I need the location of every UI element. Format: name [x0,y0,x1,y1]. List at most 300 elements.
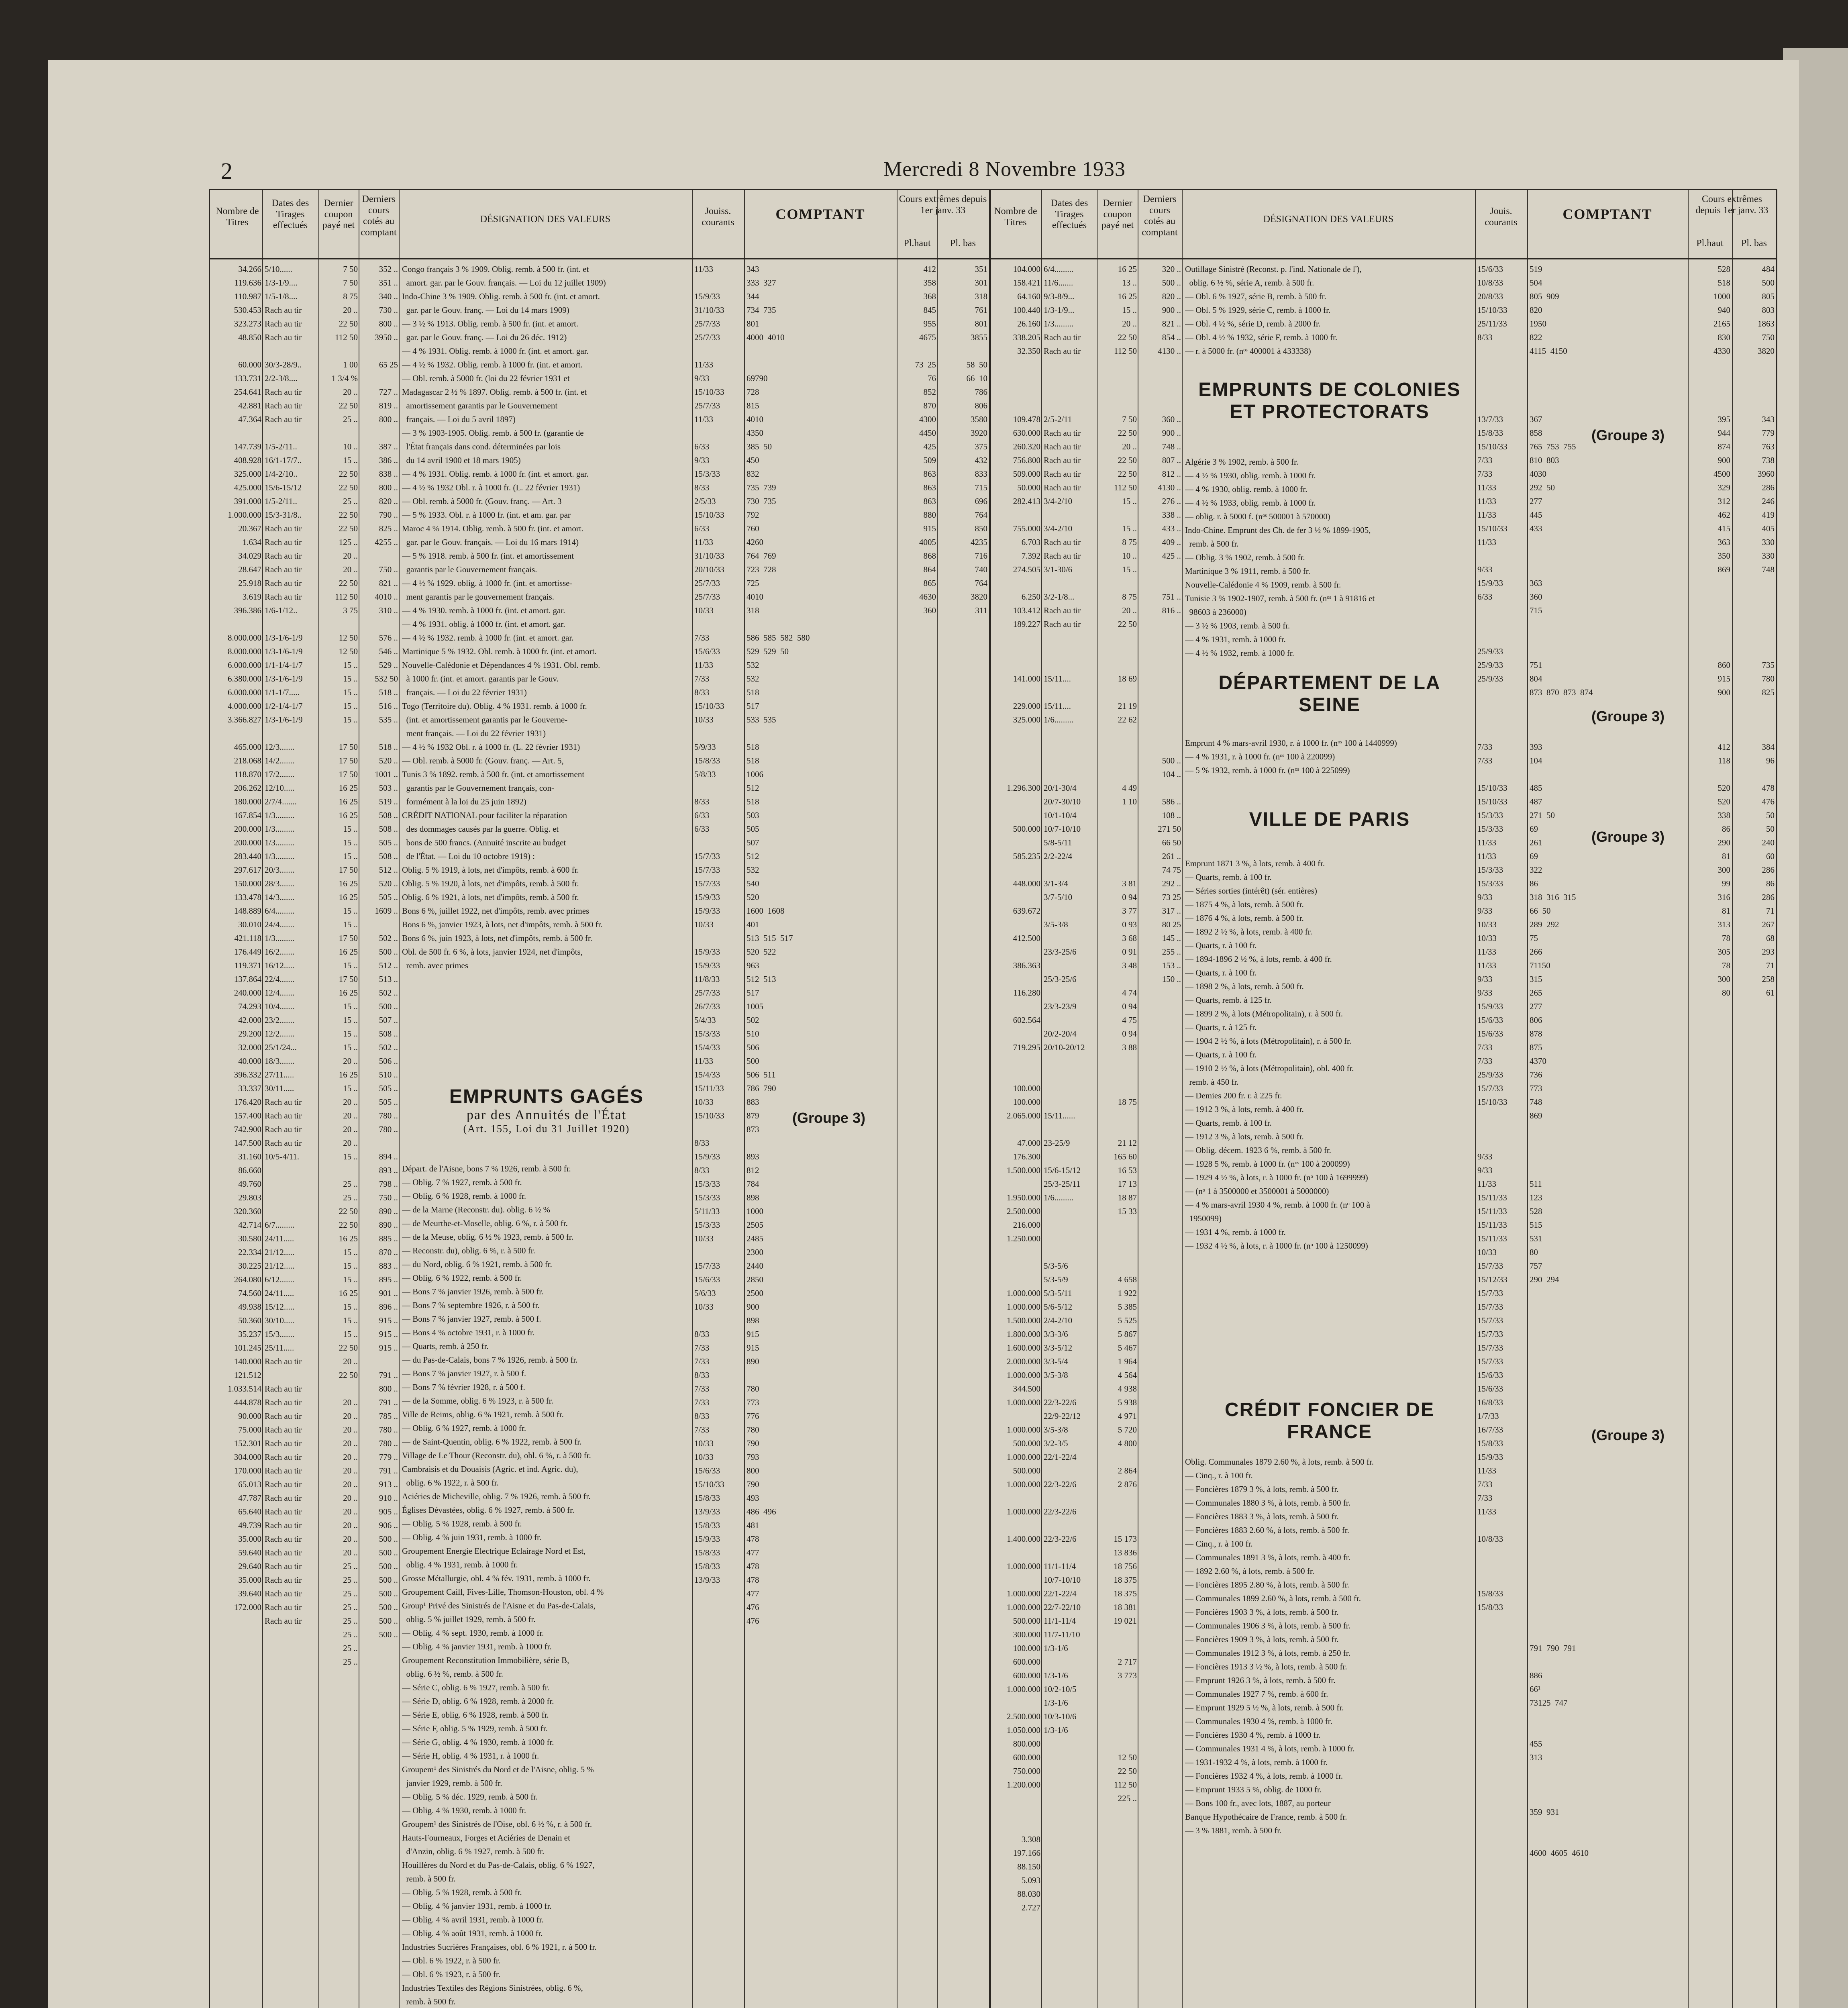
table-cell: — Foncières 1932 4 %, à lots, remb. à 1000 fr. [1185,1771,1343,1781]
table-cell: 1/2-1/4-1/7 [265,701,303,711]
right-foncier-designations [1185,1455,1474,1837]
table-cell: 343 [747,264,759,274]
col-dates-left: Dates des Tirages effectués [271,198,309,231]
table-cell: 317 .. [1162,906,1181,916]
table-cell [1139,699,1181,713]
table-cell [1734,1341,1775,1355]
table-cell [1530,726,1687,740]
table-cell: 513 .. [379,974,398,984]
table-cell: 502 [747,1015,759,1025]
table-cell: 65.013 [238,1479,261,1489]
table-cell [938,1341,987,1355]
table-cell: 4130 .. [1158,483,1181,492]
groupe-3-paris: (Groupe 3) [1591,829,1665,845]
table-cell: 9/33 [1477,988,1493,998]
table-cell: 60.000 [238,360,261,369]
table-cell: 879 [747,1111,759,1120]
table-cell: 276 .. [1162,496,1181,506]
table-cell: 6/33 [694,810,710,820]
table-cell [991,890,1040,904]
table-cell [1734,1327,1775,1341]
table-cell: 1.000.000 [1007,1507,1040,1516]
table-cell [1734,1259,1775,1273]
table-cell: 481 [747,1520,759,1530]
table-cell [938,1518,987,1532]
table-cell: 15/9/33 [1477,1452,1503,1462]
table-cell: 30.225 [238,1261,261,1271]
table-cell: 15/9/33 [694,292,720,301]
table-cell [991,795,1040,808]
table-cell: à 1000 fr. (int. et amort. garantis par le Gouv. [402,674,559,684]
table-cell: 15/10/33 [694,387,724,397]
table-cell [1139,1887,1181,1901]
table-cell: 340 .. [379,292,398,301]
table-cell [1689,1819,1730,1833]
table-cell [898,1368,936,1382]
table-cell: 3/3-3/6 [1044,1329,1068,1339]
table-cell: 520 522 [747,947,776,957]
table-cell: 1.000.000 [1007,1398,1040,1407]
table-cell: — Oblig. 5 % 1928, remb. à 500 fr. [402,1519,522,1528]
table-cell [1139,1286,1181,1300]
table-cell: 639.672 [1013,906,1040,916]
table-cell [898,1273,936,1286]
table-cell: 10/33 [694,920,714,929]
table-cell: 1/3-1/6-1/9 [265,647,303,656]
table-cell: — 4 ½ % 1932 Obl. r. à 1000 fr. (L. 22 février 1931) [402,483,580,492]
table-cell: 773 [747,1398,759,1407]
table-cell: 99 [1722,879,1730,888]
table-cell [1139,1614,1181,1628]
table-cell: 145 .. [1162,933,1181,943]
table-cell [1099,849,1137,863]
table-cell: 1/3-1/6-1/9 [265,715,303,724]
table-cell [1689,1191,1730,1204]
table-cell [1689,1573,1730,1587]
table-cell [1044,508,1097,522]
table-cell: 723 728 [747,565,776,574]
col-coupon-right: Dernier coupon payé net [1101,198,1134,231]
table-cell [361,617,398,631]
table-cell [1477,1109,1526,1122]
table-cell: 520 .. [379,756,398,765]
table-cell [991,576,1040,590]
table-cell: 23-25/9 [1044,1138,1070,1148]
table-cell: 445 [1530,510,1542,520]
table-cell [1477,385,1526,399]
table-cell: 15 173 [1114,1534,1137,1544]
table-cell: 16 53 [1118,1165,1137,1175]
table-cell: 462 [1717,510,1730,520]
left-jouiss-column [694,262,743,1587]
table-cell: Outillage Sinistré (Reconst. p. l'ind. Nationale de l'), [1185,264,1362,274]
table-cell: 20 .. [343,1548,358,1557]
table-cell: 15/11.... [1044,701,1071,711]
table-cell: 1/6-1/12.. [265,606,298,615]
table-cell [1530,1396,1687,1409]
table-cell: 197.166 [1013,1848,1040,1858]
table-cell: — Foncières 1930 4 %, remb. à 1000 fr. [1185,1730,1321,1740]
table-cell: 22/3-22/6 [1044,1534,1077,1544]
table-cell [1139,1082,1181,1095]
table-cell: 780 [1762,674,1775,684]
table-cell: 1609 .. [375,906,398,916]
table-cell: 894 .. [379,1152,398,1161]
table-cell: 20 .. [343,1097,358,1107]
table-cell [898,1286,936,1300]
table-cell: 15/10/33 [1477,524,1507,533]
table-cell [1139,385,1181,399]
table-cell: 8/33 [1477,333,1493,342]
table-cell [1734,1491,1775,1505]
table-cell: 7.392 [1021,551,1040,561]
table-cell: 913 .. [379,1479,398,1489]
table-cell [1044,986,1097,1000]
table-cell: Rach au tir [265,1097,302,1107]
table-cell: 940 [1717,305,1730,315]
table-cell: 8.000.000 [228,633,261,643]
table-cell: 88.150 [1017,1862,1040,1871]
table-cell [1734,1723,1775,1737]
table-cell [1477,1518,1526,1532]
table-cell [898,1082,936,1095]
table-cell: 116.280 [1013,988,1040,998]
table-cell: — Bons 100 fr., avec lots, 1887, au porteur [1185,1798,1331,1808]
table-cell: 0 93 [1122,920,1137,929]
table-cell: 71 [1766,906,1775,916]
table-cell [898,1477,936,1491]
table-cell: Départ. de l'Aisne, bons 7 % 1926, remb. à 500 fr. [402,1164,571,1173]
table-cell: — (nᵒ 1 à 3500000 et 3500001 à 5000000) [1185,1186,1329,1196]
table-cell [1530,1723,1687,1737]
table-cell: 86 [1766,879,1775,888]
table-cell: 271 50 [1530,810,1555,820]
table-cell: 50 [1766,824,1775,834]
table-cell [991,371,1040,385]
table-cell: — Série D, oblig. 6 % 1928, remb. à 2000 fr. [402,1696,554,1706]
table-cell [938,1136,987,1150]
table-cell: — 1899 2 %, à lots (Métropolitain), r. à 500 fr. [1185,1009,1343,1018]
table-cell: 21 19 [1118,701,1137,711]
table-cell: 112 50 [1114,1780,1137,1790]
table-cell: 500 .. [379,1616,398,1626]
table-cell: 507 .. [379,1015,398,1025]
table-cell [1530,1833,1687,1846]
table-cell [991,1068,1040,1082]
table-cell [1734,1573,1775,1587]
table-cell: 277 [1530,1002,1542,1011]
table-cell [1734,358,1775,371]
table-cell [938,1259,987,1273]
table-cell: 715 [1530,606,1542,615]
table-cell: 112 50 [1114,483,1137,492]
table-cell [1689,1177,1730,1191]
table-cell: 3 48 [1122,961,1137,970]
table-cell: 26.160 [1017,319,1040,329]
table-cell [1099,1723,1137,1737]
table-cell: 3580 [971,414,987,424]
table-cell: 12 50 [339,647,358,656]
table-cell: 4630 [919,592,936,602]
table-cell: 764 [975,510,987,520]
table-cell [1530,645,1687,658]
table-cell [991,1245,1040,1259]
table-cell: 286 [1762,892,1775,902]
table-cell [1689,371,1730,385]
table-cell: 150 .. [1162,974,1181,984]
table-cell: ment français. — Loi du 22 février 1931) [402,729,546,738]
table-cell: 71150 [1530,961,1550,970]
table-cell: 9/33 [694,455,710,465]
table-cell: 15/10/33 [1477,305,1507,315]
table-cell: 360 .. [1162,414,1181,424]
table-cell: 283.440 [234,851,261,861]
table-cell: 292 .. [1162,879,1181,888]
table-cell: 18 375 [1114,1575,1137,1585]
table-cell [1139,1000,1181,1013]
table-cell: 1950099) [1185,1214,1222,1223]
table-cell: 425.000 [234,483,261,492]
table-cell [898,972,936,986]
table-cell: 508 .. [379,1029,398,1039]
table-cell: 15/11...... [1044,1111,1075,1120]
table-cell: 500.000 [1013,1466,1040,1475]
table-cell [1689,1737,1730,1751]
table-cell: 512 .. [379,865,398,875]
table-cell: 4 74 [1122,988,1137,998]
table-cell: Rach au tir [265,1411,302,1421]
table-cell: 512 [747,851,759,861]
table-cell: 1.000.000 [1007,1479,1040,1489]
table-cell: Rach au tir [265,1589,302,1598]
table-cell: — Oblig. 4 % juin 1931, remb. à 1000 fr. [402,1533,542,1542]
table-cell [1689,1382,1730,1396]
table-cell [1044,576,1097,590]
table-cell [991,972,1040,986]
table-cell: 7/33 [1477,1043,1493,1052]
table-cell: 1 3/4 % [331,373,358,383]
table-cell: 325.000 [234,469,261,479]
table-cell: 4115 4150 [1530,346,1567,356]
table-cell: 3 68 [1122,933,1137,943]
table-cell [991,1792,1040,1805]
table-cell: 15/9/33 [694,1152,720,1161]
table-cell [938,1368,987,1382]
table-cell: 20 .. [343,1466,358,1475]
table-cell: 865 [923,578,936,588]
table-cell [1530,371,1687,385]
table-cell: — 4 ½ % 1932 Obl. r. à 1000 fr. (L. 22 février 1931) [402,742,580,752]
table-cell: 20/2-20/4 [1044,1029,1077,1039]
table-cell: — 1912 3 %, à lots, remb. à 400 fr. [1185,1104,1304,1114]
table-cell [898,1669,936,1682]
table-cell: 4 938 [1118,1384,1137,1394]
table-cell [1530,1491,1687,1505]
table-cell: 344.500 [1013,1384,1040,1394]
table-cell [938,1600,987,1614]
table-cell: 28/3....... [265,879,295,888]
table-cell: — 1892 2 ½ %, à lots, remb. à 400 fr. [1185,927,1312,937]
table-cell [1689,1368,1730,1382]
table-cell: 147.739 [234,442,261,451]
table-cell: — de Saint-Quentin, oblig. 6 % 1922, remb. à 500 fr. [402,1437,582,1447]
table-cell [898,1314,936,1327]
table-cell [1734,1518,1775,1532]
table-cell: 863 [923,483,936,492]
table-cell: Groupem¹ des Sinistrés de l'Oise, obl. 6 ½ %, r. à 500 fr. [402,1819,592,1829]
table-cell [1530,1464,1687,1477]
table-cell [898,986,936,1000]
table-cell [747,1136,896,1150]
table-cell: 22 50 [339,319,358,329]
table-cell [1530,1368,1687,1382]
table-cell: 15 .. [1122,524,1137,533]
right-nombre-column [991,262,1040,1914]
table-cell: 600.000 [1013,1671,1040,1680]
table-cell [1734,1477,1775,1491]
table-cell: 12 50 [339,633,358,643]
table-cell: 42.000 [238,1015,261,1025]
table-cell [1734,604,1775,617]
table-cell [1099,385,1137,399]
right-colonies-designations [1185,455,1474,660]
table-cell: 476 [747,1602,759,1612]
table-cell [1689,1150,1730,1163]
table-cell: 4030 [1530,469,1546,479]
table-cell: 508 .. [379,851,398,861]
table-cell: 15/9/33 [1477,1002,1503,1011]
table-cell [1734,1013,1775,1027]
table-cell: 800 .. [379,414,398,424]
table-cell: 30/10..... [265,1316,295,1325]
table-cell [1734,699,1775,713]
table-cell: 505 .. [379,1097,398,1107]
table-cell: 725 [747,578,759,588]
table-cell [1689,1928,1730,1942]
table-cell [1734,1778,1775,1792]
table-cell: Rach au tir [265,414,302,424]
table-cell [1139,1559,1181,1573]
table-cell: 1/5-2/11.. [265,442,297,451]
table-cell [321,426,358,440]
table-cell: 246 [1762,496,1775,506]
table-cell: 17 50 [339,769,358,779]
table-cell: 1600 1608 [747,906,785,916]
table-cell [1734,1819,1775,1833]
table-cell [1734,617,1775,631]
table-cell: Rach au tir [265,1561,302,1571]
table-cell: 15 .. [343,1261,358,1271]
table-cell: 12/2....... [265,1029,295,1039]
table-cell: 4 564 [1118,1370,1137,1380]
table-cell [898,1518,936,1532]
table-cell: 25 .. [343,1616,358,1626]
table-cell: 15/11/33 [1477,1220,1507,1230]
table-cell: 118.870 [234,769,261,779]
table-cell [991,767,1040,781]
table-cell: 5/11/33 [694,1206,720,1216]
table-cell: 509 [923,455,936,465]
table-cell [1139,1013,1181,1027]
right-seine-designations [1185,736,1474,777]
table-cell: — Quarts, remb. à 100 fr. [1185,872,1272,882]
table-cell [1099,822,1137,836]
table-cell: 4260 [747,537,763,547]
table-cell: — Obl. 6 % 1927, série B, remb. à 500 fr. [1185,292,1326,301]
table-cell: 22/4....... [265,974,295,984]
table-cell [1530,1710,1687,1723]
table-cell: — Oblig. 4 % janvier 1931, remb. à 1000 fr. [402,1642,552,1651]
table-cell: 316 [1717,892,1730,902]
table-cell [1530,1614,1687,1628]
table-cell [1099,631,1137,645]
table-cell: 20/10-20/12 [1044,1043,1085,1052]
table-cell: Bons 6 %, juillet 1922, net d'impôts, remb. avec primes [402,906,589,916]
table-cell: 8/33 [694,1165,710,1175]
foncier-title: CRÉDIT FONCIER DE FRANCE [1224,1399,1434,1443]
table-cell [1139,1723,1181,1737]
table-cell: 415 [1717,524,1730,533]
table-cell: 25/9/33 [1477,647,1503,656]
table-cell: 798 .. [379,1179,398,1189]
table-cell [1099,1641,1137,1655]
table-cell: 529 529 50 [747,647,789,656]
table-cell: 915 .. [379,1316,398,1325]
table-cell: 15/7/33 [1477,1316,1503,1325]
table-cell: 4 658 [1118,1275,1137,1284]
table-cell [1689,1710,1730,1723]
table-cell [1044,1054,1097,1068]
table-cell: 65.640 [238,1507,261,1516]
table-cell [898,631,936,645]
table-cell [991,385,1040,399]
table-cell: 300 [1717,974,1730,984]
table-cell: — Bons 7 % février 1928, r. à 500 f. [402,1382,525,1392]
table-cell [1530,1409,1687,1423]
table-cell: (int. et amortissement garantis par le Gouverne- [402,715,568,724]
table-cell [1044,1082,1097,1095]
table-cell [1734,1628,1775,1641]
table-cell: 15/3/33 [694,1029,720,1039]
table-cell [991,508,1040,522]
table-cell [1689,1013,1730,1027]
table-cell: 791 .. [379,1370,398,1380]
table-cell: 20 .. [343,1479,358,1489]
table-cell: — Obl. 6 % 1923, r. à 500 fr. [402,1969,500,1979]
table-cell: Rach au tir [265,401,302,410]
table-cell [1734,1792,1775,1805]
table-cell: 15/3/33 [694,469,720,479]
table-cell [898,1682,936,1696]
table-cell: 16 25 [339,1070,358,1080]
table-cell: — Séries sorties (intérêt) (sér. entières) [1185,886,1317,896]
table-cell: 27/11..... [265,1070,294,1080]
table-cell: 75.000 [238,1425,261,1435]
table-cell [1139,399,1181,412]
table-cell: — 4 % 1931. Oblig. remb. à 1000 fr. (int. et amort. gar. [402,346,589,356]
table-cell [1099,1082,1137,1095]
table-cell: 20 .. [343,1124,358,1134]
table-cell: 11/33 [1477,961,1497,970]
table-cell: 520 [1717,797,1730,806]
table-cell: 11/7-11/10 [1044,1630,1080,1639]
table-cell [1530,1314,1687,1327]
table-cell [1689,1846,1730,1860]
table-cell: 10/33 [694,1097,714,1107]
table-cell: 20 .. [343,1507,358,1516]
seine-heading [1185,672,1474,716]
table-cell: 8 75 [343,292,358,301]
